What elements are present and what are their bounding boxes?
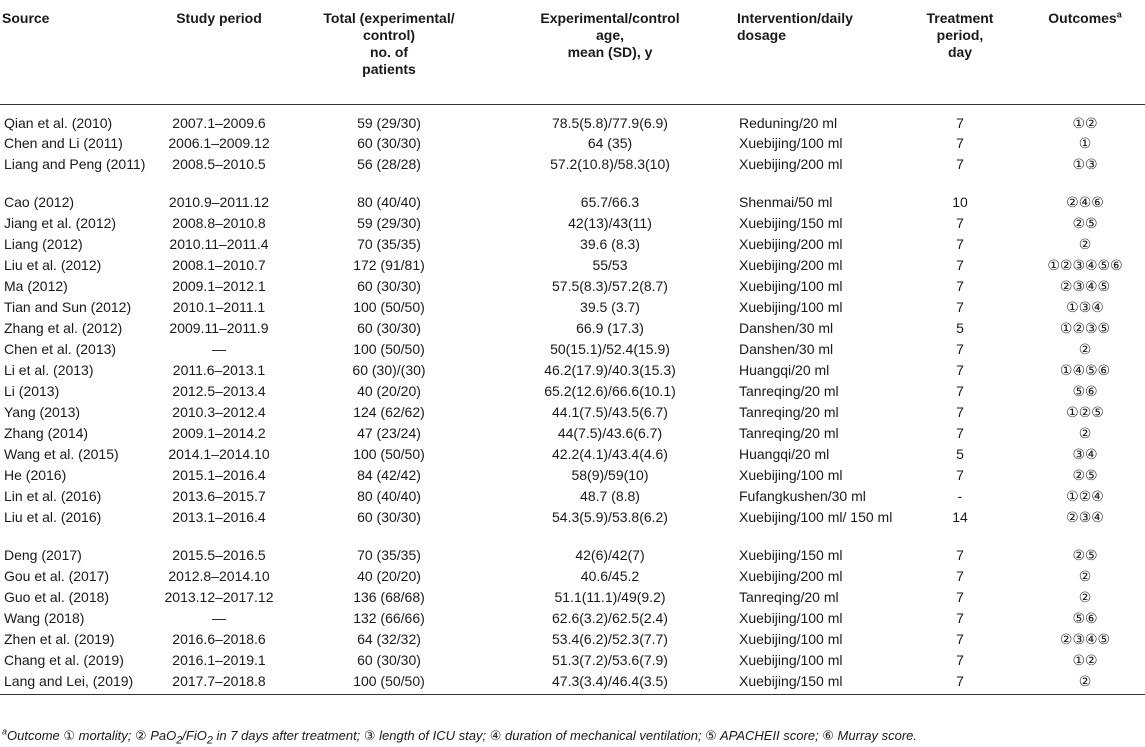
header-age xyxy=(485,0,735,104)
outcomes-cell: ② xyxy=(1078,341,1092,357)
total-patients-cell: 60 (30/30) xyxy=(357,320,421,336)
table-row xyxy=(0,299,1145,320)
intervention-cell: Danshen/30 ml xyxy=(739,320,834,336)
outcomes-cell: ③④ xyxy=(1072,446,1098,462)
total-patients-cell: 70 (35/35) xyxy=(357,547,421,563)
intervention-cell: Xuebijing/200 ml xyxy=(739,257,843,273)
header-intervention xyxy=(735,0,895,104)
treatment-period-cell: 14 xyxy=(952,509,968,525)
table-row xyxy=(0,467,1145,488)
treatment-period-cell: 7 xyxy=(956,114,964,131)
intervention-cell: Danshen/30 ml xyxy=(739,341,834,357)
study-period-cell: 2014.1–2014.10 xyxy=(168,446,270,462)
outcomes-cell: ①③ xyxy=(1072,156,1098,172)
intervention-cell: Xuebijing/100 ml/ 150 ml xyxy=(739,509,893,525)
source-cell: Wang et al. (2015) xyxy=(4,446,119,462)
table-row xyxy=(0,383,1145,404)
total-patients-cell: 59 (29/30) xyxy=(357,215,421,231)
total-patients-cell: 56 (28/28) xyxy=(357,156,421,172)
outcomes-cell: ② xyxy=(1078,236,1092,252)
source-cell: Lin et al. (2016) xyxy=(4,488,102,504)
outcomes-cell: ②④⑥ xyxy=(1066,194,1104,210)
study-period-cell: 2016.6–2018.6 xyxy=(172,631,266,647)
age-cell: 47.3(3.4)/46.4(3.5) xyxy=(485,673,735,694)
age-cell: 51.1(11.1)/49(9.2) xyxy=(554,589,666,605)
table-row xyxy=(0,568,1145,589)
intervention-cell: Xuebijing/150 ml xyxy=(735,673,895,694)
study-period-cell: 2010.3–2012.4 xyxy=(172,404,266,420)
table-row xyxy=(0,652,1145,673)
study-period-cell: 2012.8–2014.10 xyxy=(168,568,270,584)
source-cell: Li (2013) xyxy=(4,383,60,399)
intervention-cell: Xuebijing/150 ml xyxy=(739,547,843,563)
treatment-period-cell: 7 xyxy=(956,404,964,420)
table-footnote xyxy=(2,728,917,747)
footnote-subscript: 2 xyxy=(176,734,183,747)
outcomes-cell: ⑤⑥ xyxy=(1072,610,1098,626)
header-total-line: Total (experimental/ xyxy=(323,10,455,26)
study-period-cell: 2006.1–2009.12 xyxy=(168,135,270,151)
study-period-cell: 2008.8–2010.8 xyxy=(172,215,266,231)
source-cell: He (2016) xyxy=(4,467,67,483)
study-period-cell: 2013.1–2016.4 xyxy=(172,509,266,525)
table-row xyxy=(0,215,1145,236)
age-cell: 40.6/45.2 xyxy=(580,568,640,584)
source-cell: Liang and Peng (2011) xyxy=(4,156,146,172)
total-patients-cell: 60 (30/30) xyxy=(357,652,421,668)
source-cell: Li et al. (2013) xyxy=(4,362,94,378)
treatment-period-cell: 7 xyxy=(895,673,1025,694)
source-cell: Qian et al. (2010) xyxy=(4,114,113,131)
treatment-period-cell: 7 xyxy=(956,652,964,668)
source-cell: Zhang et al. (2012) xyxy=(4,320,123,336)
treatment-period-cell: 7 xyxy=(956,631,964,647)
age-cell: 57.5(8.3)/57.2(8.7) xyxy=(552,278,668,294)
study-period-cell: 2015.1–2016.4 xyxy=(172,467,266,483)
study-period-cell: 2008.1–2010.7 xyxy=(172,257,266,273)
intervention-cell: Xuebijing/100 ml xyxy=(739,652,843,668)
age-cell: 42(6)/42(7) xyxy=(575,547,645,563)
age-cell: 39.6 (8.3) xyxy=(580,236,640,252)
total-patients-cell: 60 (30)/(30) xyxy=(352,362,426,378)
outcomes-cell: ①② xyxy=(1072,652,1098,668)
total-patients-cell: 40 (20/20) xyxy=(357,568,421,584)
header-treatment-period xyxy=(895,0,1025,104)
study-period-cell: 2010.11–2011.4 xyxy=(169,236,269,252)
table-row xyxy=(0,446,1145,467)
treatment-period-cell: 7 xyxy=(956,547,964,563)
source-cell: Zhang (2014) xyxy=(4,425,89,441)
study-period-cell: 2017.7–2018.8 xyxy=(145,673,293,694)
age-cell: 42.2(4.1)/43.4(4.6) xyxy=(552,446,668,462)
outcomes-cell: ①④⑤⑥ xyxy=(1059,362,1111,378)
total-patients-cell: 60 (30/30) xyxy=(357,135,421,151)
intervention-cell: Tanreqing/20 ml xyxy=(739,425,839,441)
table-row xyxy=(0,631,1145,652)
outcomes-cell: ② xyxy=(1078,589,1092,605)
study-period-cell: 2010.1–2011.1 xyxy=(172,299,266,315)
treatment-period-cell: 7 xyxy=(956,425,964,441)
age-cell: 46.2(17.9)/40.3(15.3) xyxy=(544,362,676,378)
table-row xyxy=(0,341,1145,362)
intervention-cell: Huangqi/20 ml xyxy=(739,446,830,462)
table-row xyxy=(0,404,1145,425)
table-row xyxy=(0,425,1145,446)
table-row xyxy=(0,104,1145,135)
study-period-cell: — xyxy=(212,610,226,626)
table-row xyxy=(0,547,1145,568)
total-patients-cell: 80 (40/40) xyxy=(357,488,421,504)
total-patients-cell: 84 (42/42) xyxy=(357,467,421,483)
age-cell: 65.2(12.6)/66.6(10.1) xyxy=(544,383,676,399)
intervention-cell: Reduning/20 ml xyxy=(739,114,838,131)
study-period-cell: 2015.5–2016.5 xyxy=(172,547,266,563)
intervention-cell: Xuebijing/150 ml xyxy=(739,215,843,231)
study-period-cell: 2011.6–2013.1 xyxy=(172,362,266,378)
study-period-cell: — xyxy=(212,341,226,357)
footnote-marker: a xyxy=(2,726,8,737)
intervention-cell: Xuebijing/200 ml xyxy=(739,156,843,172)
header-age-line: age, xyxy=(595,27,624,43)
total-patients-cell: 80 (40/40) xyxy=(357,194,421,210)
treatment-period-cell: 7 xyxy=(956,257,964,273)
table-row xyxy=(0,488,1145,509)
source-cell: Chen and Li (2011) xyxy=(4,135,123,151)
outcomes-cell: ② xyxy=(1078,568,1092,584)
total-patients-cell: 124 (62/62) xyxy=(353,404,425,420)
treatment-period-cell: 7 xyxy=(956,215,964,231)
header-total-line: control) xyxy=(362,27,416,43)
intervention-cell: Xuebijing/100 ml xyxy=(739,610,843,626)
source-cell: Tian and Sun (2012) xyxy=(4,299,132,315)
treatment-period-cell: 10 xyxy=(952,194,968,210)
table-row xyxy=(0,236,1145,257)
outcomes-cell: ①②③④⑤⑥ xyxy=(1047,257,1123,273)
treatment-period-cell: 7 xyxy=(956,610,964,626)
total-patients-cell: 100 (50/50) xyxy=(353,299,425,315)
age-cell: 44.1(7.5)/43.5(6.7) xyxy=(552,404,668,420)
treatment-period-cell: 7 xyxy=(956,467,964,483)
table-row xyxy=(0,156,1145,194)
study-period-cell: 2013.12–2017.12 xyxy=(164,589,274,605)
age-cell: 44(7.5)/43.6(6.7) xyxy=(557,425,663,441)
source-cell: Deng (2017) xyxy=(4,547,82,563)
age-cell: 50(15.1)/52.4(15.9) xyxy=(550,341,670,357)
source-cell: Chang et al. (2019) xyxy=(4,652,124,668)
header-total xyxy=(293,0,485,104)
study-period-cell: 2009.1–2012.1 xyxy=(172,278,266,294)
age-cell: 39.5 (3.7) xyxy=(580,299,640,315)
treatment-period-cell: 7 xyxy=(956,299,964,315)
age-cell: 51.3(7.2)/53.6(7.9) xyxy=(552,652,668,668)
intervention-cell: Xuebijing/200 ml xyxy=(739,568,843,584)
header-outcomes xyxy=(1025,0,1145,104)
age-cell: 66.9 (17.3) xyxy=(576,320,644,336)
source-cell: Gou et al. (2017) xyxy=(4,568,110,584)
outcomes-cell: ①②⑤ xyxy=(1066,404,1104,420)
intervention-cell: Tanreqing/20 ml xyxy=(739,589,839,605)
outcomes-cell: ② xyxy=(1078,425,1092,441)
total-patients-cell: 132 (66/66) xyxy=(353,610,425,626)
source-cell: Liang (2012) xyxy=(4,236,83,252)
table-row xyxy=(0,362,1145,383)
source-cell: Yang (2013) xyxy=(4,404,81,420)
total-patients-cell: 136 (68/68) xyxy=(353,589,425,605)
total-patients-cell: 100 (50/50) xyxy=(353,341,425,357)
age-cell: 54.3(5.9)/53.8(6.2) xyxy=(552,509,668,525)
header-source: Source xyxy=(0,0,145,104)
age-cell: 65.7/66.3 xyxy=(580,194,640,210)
age-cell: 55/53 xyxy=(592,257,628,273)
treatment-period-cell: - xyxy=(957,488,963,504)
treatment-period-cell: 7 xyxy=(956,383,964,399)
total-patients-cell: 100 (50/50) xyxy=(293,673,485,694)
table-row xyxy=(0,589,1145,610)
outcomes-cell: ①② xyxy=(1072,114,1098,131)
study-period-cell: 2016.1–2019.1 xyxy=(172,652,266,668)
treatment-period-cell: 5 xyxy=(956,320,964,336)
header-treatment-line: Treatment xyxy=(926,10,994,26)
header-intervention-line: Intervention/daily xyxy=(737,10,853,26)
intervention-cell: Tanreqing/20 ml xyxy=(739,383,839,399)
age-cell: 62.6(3.2)/62.5(2.4) xyxy=(552,610,668,626)
outcomes-cell: ①②④ xyxy=(1066,488,1104,504)
treatment-period-cell: 7 xyxy=(956,135,964,151)
treatment-period-cell: 7 xyxy=(956,568,964,584)
study-period-cell: 2012.5–2013.4 xyxy=(172,383,266,399)
source-cell: Liu et al. (2016) xyxy=(4,509,102,525)
age-cell: 78.5(5.8)/77.9(6.9) xyxy=(552,114,668,131)
intervention-cell: Tanreqing/20 ml xyxy=(739,404,839,420)
table-row xyxy=(0,509,1145,547)
outcomes-cell: ①③④ xyxy=(1066,299,1104,315)
intervention-cell: Xuebijing/100 ml xyxy=(739,135,843,151)
total-patients-cell: 172 (91/81) xyxy=(353,257,425,273)
outcomes-cell: ②⑤ xyxy=(1072,467,1098,483)
outcomes-cell: ②③④⑤ xyxy=(1059,278,1111,294)
table-row xyxy=(0,610,1145,631)
treatment-period-cell: 7 xyxy=(956,278,964,294)
study-period-cell: 2010.9–2011.12 xyxy=(168,194,270,210)
treatment-period-cell: 5 xyxy=(956,446,964,462)
footnote-text: in 7 days after treatment; ③ length of ICU stay; ④ duration of mechanical ventilation; ⑤ APACHEII score; ⑥ Murray score. xyxy=(212,728,918,743)
outcomes-cell: ① xyxy=(1078,135,1092,151)
table-row xyxy=(0,194,1145,215)
table-body xyxy=(0,104,1145,694)
intervention-cell: Shenmai/50 ml xyxy=(739,194,833,210)
header-total-line: no. of xyxy=(369,44,409,60)
outcomes-cell: ②③④ xyxy=(1066,509,1104,525)
header-total-line: patients xyxy=(362,61,416,77)
total-patients-cell: 60 (30/30) xyxy=(357,278,421,294)
age-cell: 64 (35) xyxy=(587,135,633,151)
header-outcomes-label: Outcomes xyxy=(1048,10,1117,26)
source-cell: Ma (2012) xyxy=(4,278,68,294)
intervention-cell: Xuebijing/100 ml xyxy=(739,631,843,647)
header-age-line: Experimental/control xyxy=(540,10,680,26)
source-cell: Wang (2018) xyxy=(4,610,85,626)
age-cell: 48.7 (8.8) xyxy=(580,488,640,504)
outcomes-cell: ②⑤ xyxy=(1072,215,1098,231)
outcomes-cell: ⑤⑥ xyxy=(1072,383,1098,399)
source-cell: Lang and Lei, (2019) xyxy=(0,673,145,694)
age-cell: 42(13)/43(11) xyxy=(568,215,652,231)
header-treatment-line: period, xyxy=(936,27,984,43)
table-row xyxy=(0,135,1145,156)
table-row xyxy=(0,257,1145,278)
source-cell: Cao (2012) xyxy=(4,194,75,210)
total-patients-cell: 64 (32/32) xyxy=(357,631,421,647)
treatment-period-cell: 7 xyxy=(956,156,964,172)
header-age-line: mean (SD), y xyxy=(567,44,653,60)
study-period-cell: 2007.1–2009.6 xyxy=(172,114,266,131)
outcomes-cell: ② xyxy=(1025,673,1145,694)
header-row xyxy=(0,0,1145,104)
source-cell: Jiang et al. (2012) xyxy=(4,215,117,231)
intervention-cell: Xuebijing/100 ml xyxy=(739,467,843,483)
total-patients-cell: 60 (30/30) xyxy=(357,509,421,525)
header-intervention-line: dosage xyxy=(737,27,787,43)
source-cell: Guo et al. (2018) xyxy=(4,589,110,605)
source-cell: Liu et al. (2012) xyxy=(4,257,102,273)
age-cell: 58(9)/59(10) xyxy=(571,467,649,483)
treatment-period-cell: 7 xyxy=(956,589,964,605)
age-cell: 57.2(10.8)/58.3(10) xyxy=(550,156,670,172)
source-cell: Zhen et al. (2019) xyxy=(4,631,115,647)
intervention-cell: Xuebijing/100 ml xyxy=(739,278,843,294)
total-patients-cell: 70 (35/35) xyxy=(357,236,421,252)
intervention-cell: Fufangkushen/30 ml xyxy=(739,488,866,504)
total-patients-cell: 59 (29/30) xyxy=(357,114,421,131)
study-period-cell: 2009.11–2011.9 xyxy=(169,320,269,336)
table-row xyxy=(0,320,1145,341)
age-cell: 53.4(6.2)/52.3(7.7) xyxy=(552,631,668,647)
intervention-cell: Huangqi/20 ml xyxy=(739,362,830,378)
study-period-cell: 2009.1–2014.2 xyxy=(172,425,266,441)
source-cell: Chen et al. (2013) xyxy=(4,341,117,357)
intervention-cell: Xuebijing/200 ml xyxy=(739,236,843,252)
outcomes-cell: ②⑤ xyxy=(1072,547,1098,563)
treatment-period-cell: 7 xyxy=(956,362,964,378)
treatment-period-cell: 7 xyxy=(956,341,964,357)
study-period-cell: 2013.6–2015.7 xyxy=(172,488,266,504)
intervention-cell: Xuebijing/100 ml xyxy=(739,299,843,315)
outcomes-cell: ①②③⑤ xyxy=(1059,320,1111,336)
total-patients-cell: 40 (20/20) xyxy=(357,383,421,399)
footnote-subscript: 2 xyxy=(206,734,213,747)
header-study-period: Study period xyxy=(145,0,293,104)
footnote-text: Outcome ① mortality; ② PaO xyxy=(7,728,177,743)
total-patients-cell: 100 (50/50) xyxy=(353,446,425,462)
footnote-text: /FiO xyxy=(182,728,207,743)
study-period-cell: 2008.5–2010.5 xyxy=(172,156,266,172)
total-patients-cell: 47 (23/24) xyxy=(357,425,421,441)
header-treatment-line: day xyxy=(947,44,973,60)
header-outcomes-superscript: a xyxy=(1116,9,1122,20)
table-row xyxy=(0,673,1145,694)
table-row xyxy=(0,278,1145,299)
treatment-period-cell: 7 xyxy=(956,236,964,252)
outcomes-cell: ②③④⑤ xyxy=(1059,631,1111,647)
